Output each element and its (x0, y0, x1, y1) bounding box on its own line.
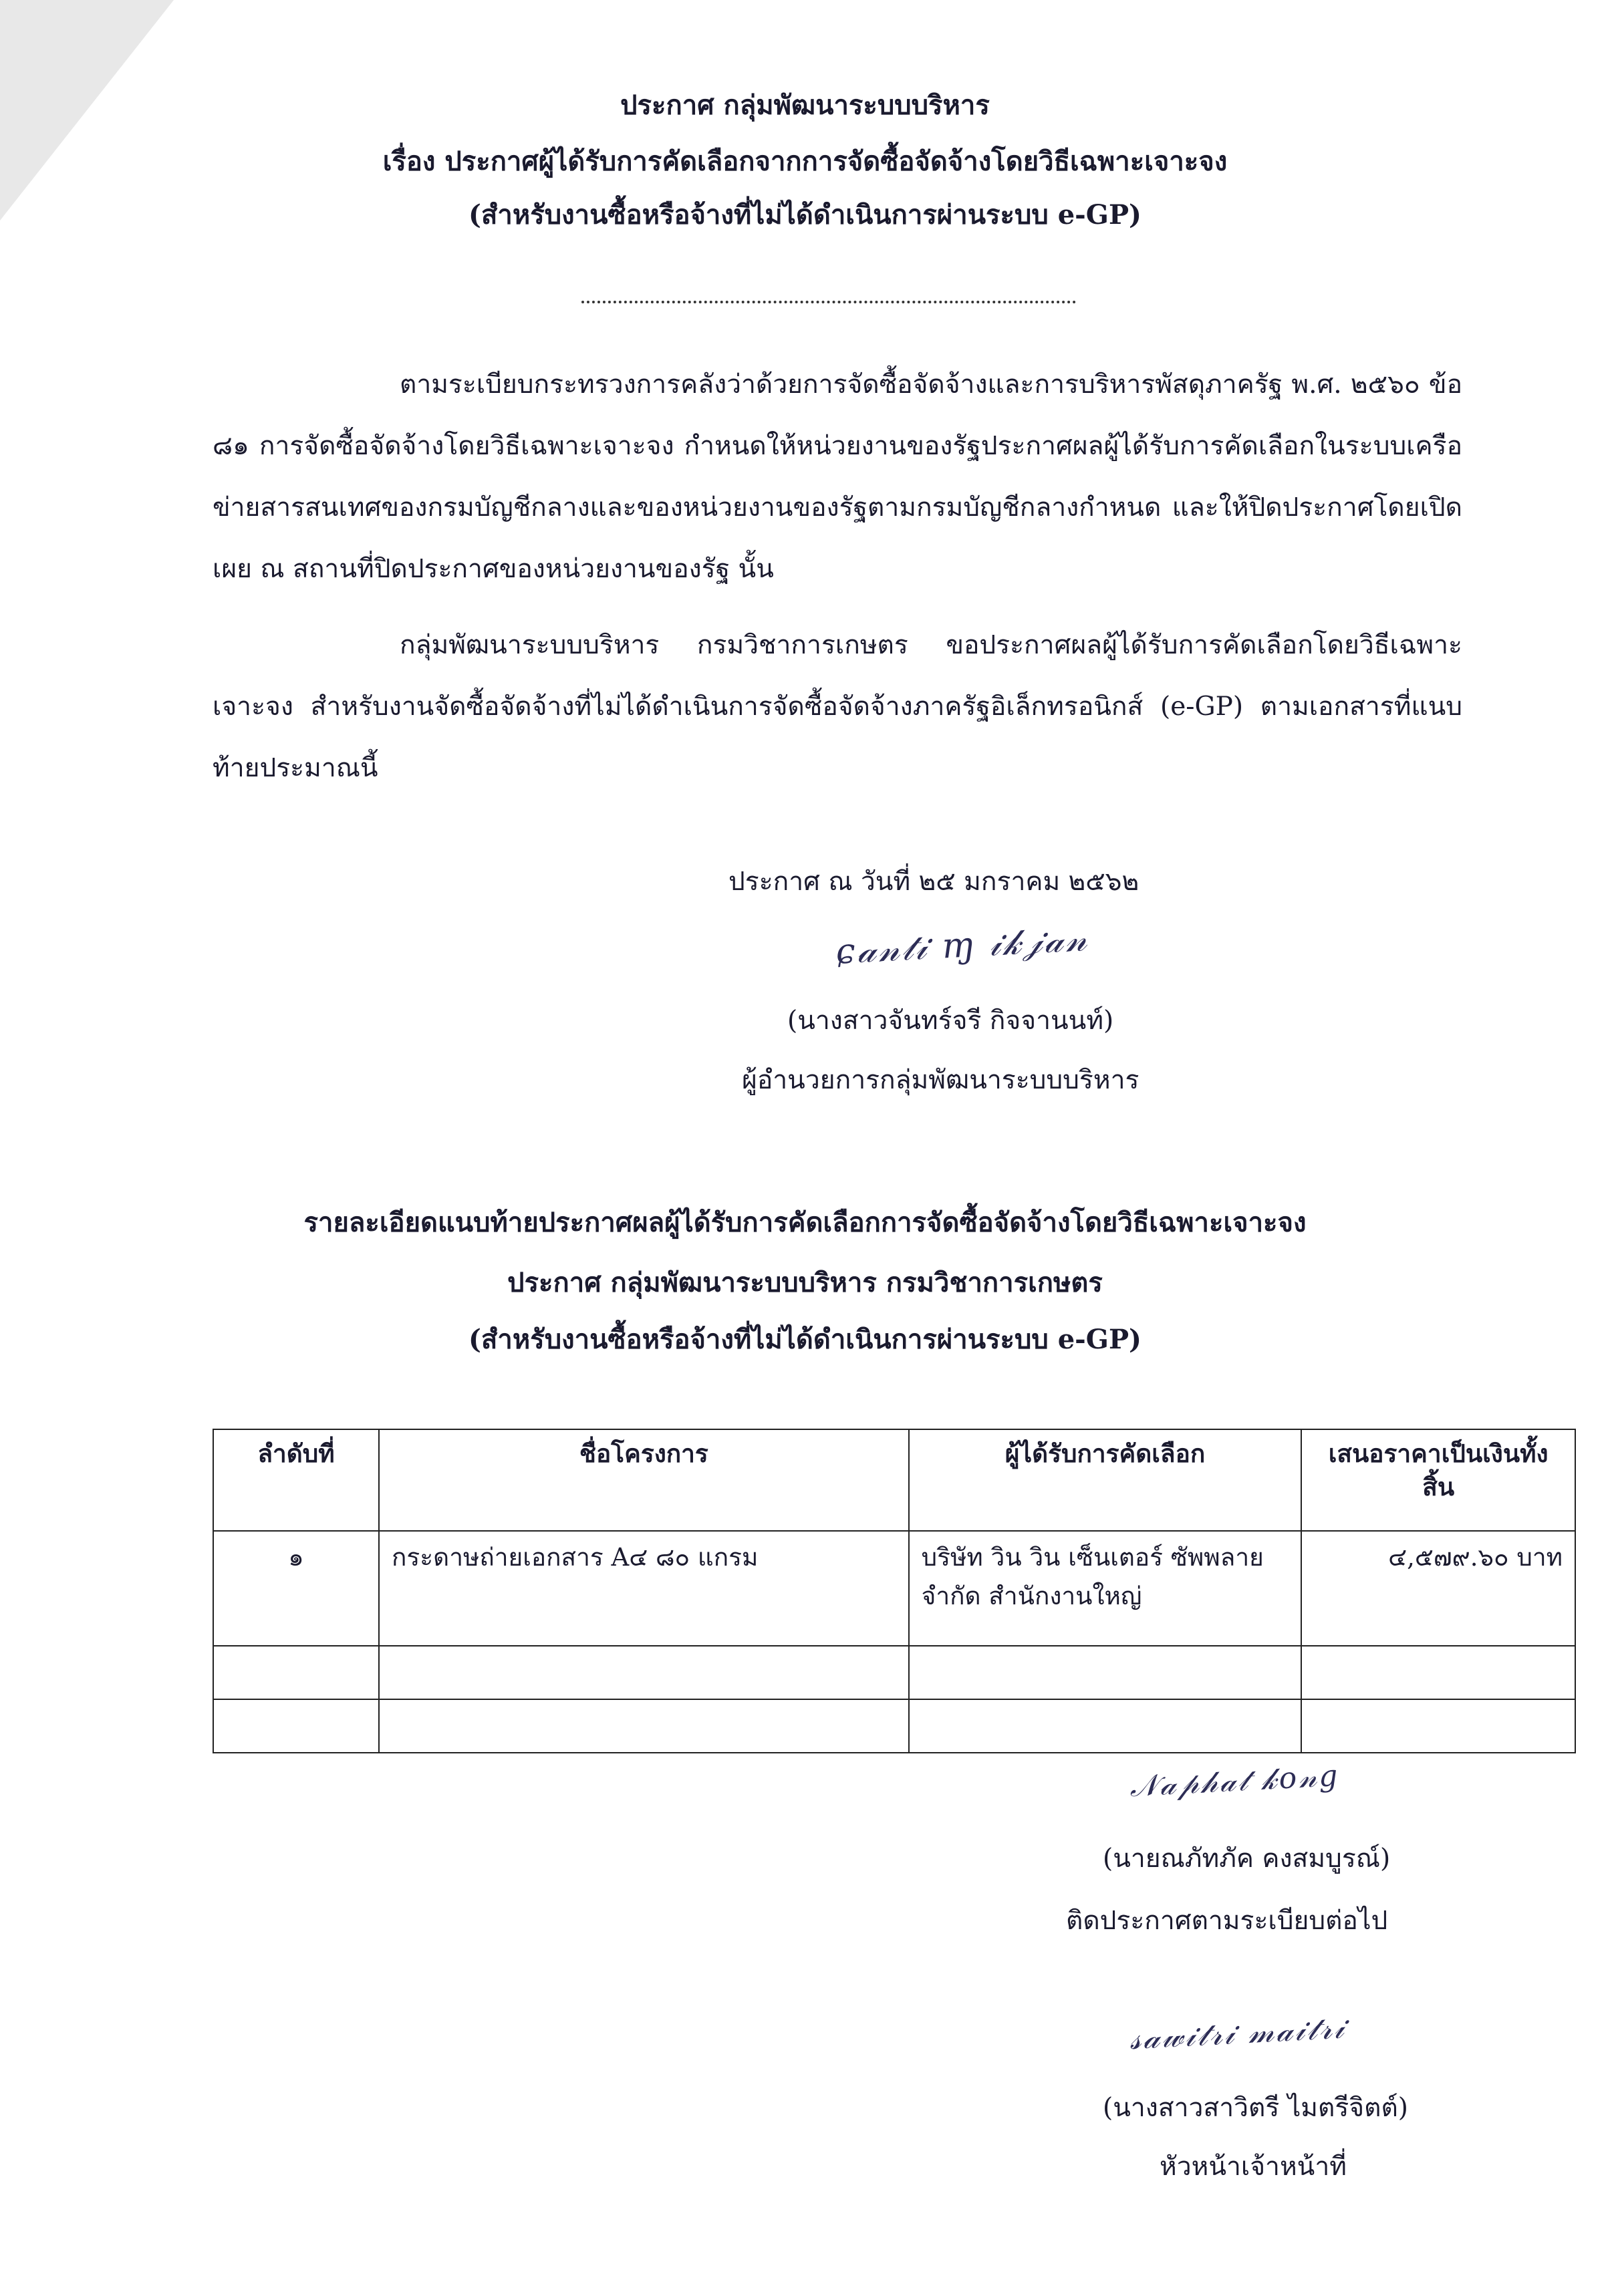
selection-table (213, 1429, 1576, 1753)
cell-empty (379, 1699, 909, 1753)
header-separator (581, 301, 1076, 303)
header-cell-price: เสนอราคาเป็นเงินทั้งสิ้น (1301, 1429, 1575, 1531)
annex-note: (สำหรับงานซื้อหรือจ้างที่ไม่ได้ดำเนินการผ่านระบบ e-GP) (468, 1324, 1142, 1355)
header-note: (สำหรับงานซื้อหรือจ้างที่ไม่ได้ดำเนินการผ่านระบบ e-GP) (468, 199, 1142, 231)
cell-vendor: บริษัท วิน วิน เซ็นเตอร์ ซัพพลาย จำกัด สำนักงานใหญ่ (909, 1531, 1302, 1646)
header-cell-project: ชื่อโครงการ (379, 1429, 909, 1531)
signer-name: (นางสาวจันทร์จรี กิจจานนท์) (787, 1006, 1114, 1036)
cell-project: กระดาษถ่ายเอกสาร A๔ ๘๐ แกรม (379, 1531, 909, 1646)
announce-date: ประกาศ ณ วันที่ ๒๕ มกราคม ๒๕๖๒ (728, 867, 1139, 897)
cell-empty (379, 1646, 909, 1699)
cell-empty (213, 1699, 379, 1753)
footer-signer2-title: หัวหน้าเจ้าหน้าที่ (1160, 2152, 1347, 2182)
cell-empty (213, 1646, 379, 1699)
table-header-row (213, 1429, 1575, 1531)
cell-price: ๔,๕๗๙.๖๐ บาท (1301, 1531, 1575, 1646)
cell-empty (1301, 1646, 1575, 1699)
footer-signer1-name: (นายณภัทภัค คงสมบูรณ์) (1103, 1844, 1391, 1874)
cell-empty (909, 1646, 1302, 1699)
header-cell-no: ลำดับที่ (213, 1429, 379, 1531)
header-title: ประกาศ กลุ่มพัฒนาระบบบริหาร (620, 90, 990, 121)
header-cell-vendor: ผู้ได้รับการคัดเลือก (909, 1429, 1302, 1531)
cell-no: ๑ (213, 1531, 379, 1646)
annex-subtitle: ประกาศ กลุ่มพัฒนาระบบบริหาร กรมวิชาการเกษตร (507, 1267, 1103, 1298)
footer-signer2-name: (นางสาวสาวิตรี ไมตรีจิตต์) (1103, 2093, 1409, 2123)
table-row (213, 1531, 1575, 1646)
cell-empty (1301, 1699, 1575, 1753)
annex-title: รายละเอียดแนบท้ายประกาศผลผู้ได้รับการคัดเลือกการจัดซื้อจัดจ้างโดยวิธีเฉพาะเจาะจง (303, 1207, 1307, 1238)
body-paragraph-2: กลุ่มพัฒนาระบบบริหาร กรมวิชาการเกษตร ขอประกาศผลผู้ได้รับการคัดเลือกโดยวิธีเฉพาะเจาะจง สำหรับงานจัดซื้อจัดจ้างที่ไม่ได้ดำเนินการจัดซื้อจัดจ้างภาครัฐอิเล็กทรอนิกส์ (e-GP) ตามเอกสารที่แนบท้ายประมาณนี้ (213, 630, 1462, 783)
cell-empty (909, 1699, 1302, 1753)
table-row (213, 1699, 1575, 1753)
header-subject: เรื่อง ประกาศผู้ได้รับการคัดเลือกจากการจัดซื้อจัดจ้างโดยวิธีเฉพาะเจาะจง (382, 146, 1228, 177)
table-row (213, 1646, 1575, 1699)
body-paragraph-1: ตามระเบียบกระทรวงการคลังว่าด้วยการจัดซื้อจัดจ้างและการบริหารพัสดุภาครัฐ พ.ศ. ๒๕๖๐ ข้อ ๘๑ การจัดซื้อจัดจ้างโดยวิธีเฉพาะเจาะจง กำหนดให้หน่วยงานของรัฐประกาศผลผู้ได้รับการคัดเลือกในระบบเครือข่ายสารสนเทศของกรมบัญชีกลางและของหน่วยงานของรัฐตามกรมบัญชีกลางกำหนด และให้ปิดประกาศโดยเปิดเผย ณ สถานที่ปิดประกาศของหน่วยงานของรัฐ นั้น (213, 370, 1462, 584)
footer-signer1-note: ติดประกาศตามระเบียบต่อไป (1066, 1906, 1388, 1936)
signature-1: ɕ𝒶𝓃𝓉𝒾 ɱ 𝒾𝓀𝒿𝒶𝓃 (834, 919, 1090, 972)
signature-3: 𝓈𝒶𝓌𝒾𝓉𝓇𝒾 𝓂𝒶𝒾𝓉𝓇𝒾 (1128, 2009, 1347, 2057)
signature-2: 𝒩𝒶𝓅𝒽𝒶𝓉 𝓀𝑜𝓃𝑔 (1128, 1758, 1341, 1804)
signer-title: ผู้อำนวยการกลุ่มพัฒนาระบบบริหาร (742, 1065, 1139, 1095)
